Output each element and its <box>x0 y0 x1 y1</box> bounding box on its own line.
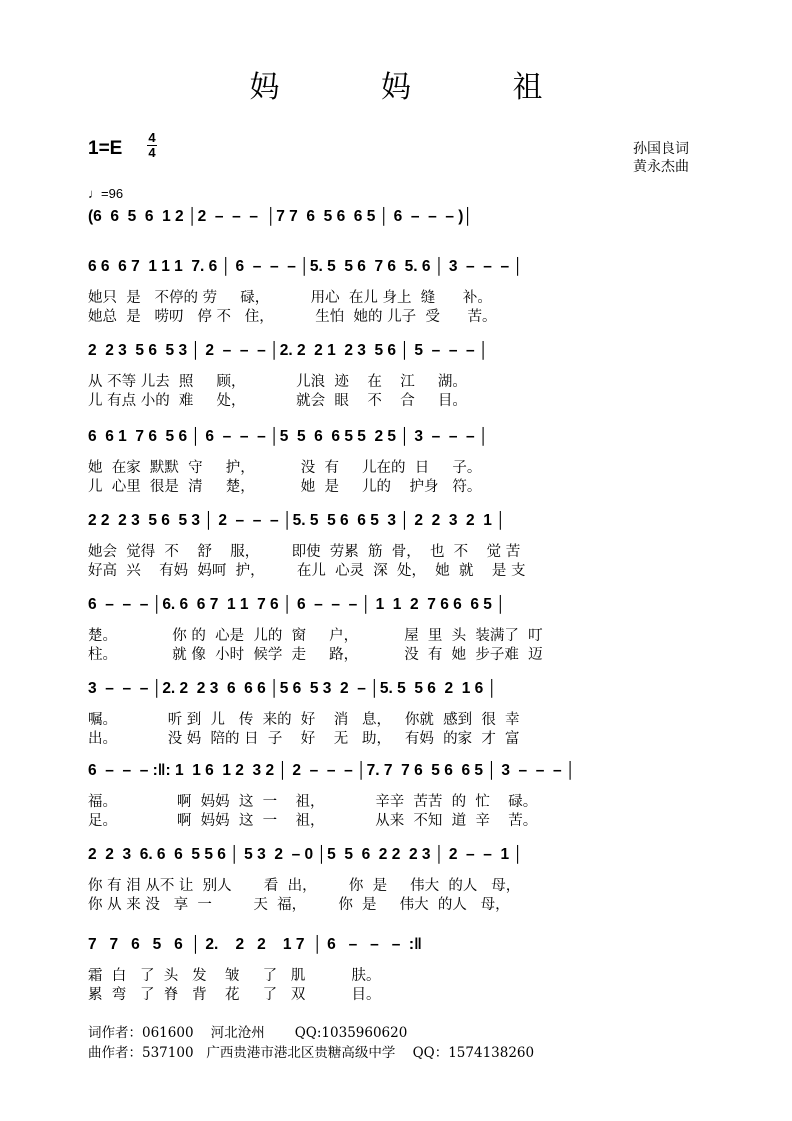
notation-line: 3 – – – │2. 2 2 3 6 6 6 │5 6 5 3 2 – │5. 5 5 6 2 1 6 │ <box>88 680 498 697</box>
lyric-verse-1: 你 有 泪 从不 让 别人 看 出， 你 是 伟大 的人 母， <box>88 878 521 894</box>
lyric-verse-1: 她会 觉得 不 舒 服， 即使 劳累 筋 骨， 也 不 觉 苦 <box>88 544 521 560</box>
lyric-verse-2: 好高 兴 有妈 妈呵 护， 在儿 心灵 深 处， 她 就 是 支 <box>88 563 526 579</box>
notation-line: (6 6 5 6 1 2 │2 – – – │7 7 6 5 6 6 5 │ 6 – – – )│ <box>88 208 474 225</box>
notation-line: 6 6 6 7 1 1 1 7. 6 │ 6 – – – │5. 5 5 6 7 6 5. 6 │ 3 – – – │ <box>88 258 524 275</box>
lyric-verse-1: 楚。 你 的 心是 儿的 窗 户， 屋 里 头 装满了 叮 <box>88 628 543 644</box>
time-sig-top: 4 <box>148 130 156 145</box>
lyric-verse-2: 累 弯 了 脊 背 花 了 双 目。 <box>88 987 381 1003</box>
footer-composer: 曲作者：537100 广西贵港市港北区贵糖高级中学 QQ：1574138260 <box>88 1045 535 1061</box>
tempo-mark: ♩=96 <box>88 186 124 201</box>
page-title: 妈 妈 祖 <box>249 70 589 105</box>
notation-line: 6 – – – :‖: 1 1 6 1 2 3 2 │ 2 – – – │7. 7 7 6 5 6 6 5 │ 3 – – – │ <box>88 762 576 779</box>
lyric-verse-2: 儿 心里 很是 清 楚， 她 是 儿的 护身 符。 <box>88 479 482 495</box>
lyric-verse-1: 福。 啊 妈妈 这 一 祖， 辛辛 苦苦 的 忙 碌。 <box>88 794 538 810</box>
lyric-verse-1: 嘱。 听 到 儿 传 来的 好 消 息， 你就 感到 很 幸 <box>88 712 520 728</box>
lyric-verse-1: 她 在家 默默 守 护， 没 有 儿在的 日 子。 <box>88 460 482 476</box>
lyric-verse-1: 霜 白 了 头 发 皱 了 肌 肤。 <box>88 968 381 984</box>
beam-lines <box>88 680 716 704</box>
composer: 黄永杰曲 <box>633 159 689 175</box>
beam-lines <box>88 512 716 536</box>
key-signature: 1=E <box>88 138 123 159</box>
beam-lines <box>88 762 716 786</box>
lyric-verse-1: 从 不等 儿去 照 顾， 儿浪 迹 在 江 湖。 <box>88 374 467 390</box>
notation-line: 2 2 3 5 6 5 3 │ 2 – – – │2. 2 2 1 2 3 5 6 │ 5 – – – │ <box>88 342 489 359</box>
lyric-verse-2: 儿 有点 小的 难 处， 就会 眼 不 合 目。 <box>88 393 467 409</box>
beam-lines <box>88 936 716 960</box>
lyric-verse-2: 出。 没 妈 陪的 日 子 好 无 助， 有妈 的家 才 富 <box>88 731 520 747</box>
notation-line: 2 2 3 6. 6 6 5 5 6 │ 5 3 2 – 0 │5 5 6 2 2 2 3 │ 2 – – 1 │ <box>88 846 524 863</box>
lyric-verse-2: 足。 啊 妈妈 这 一 祖， 从来 不知 道 辛 苦。 <box>88 813 538 829</box>
beam-lines <box>88 846 716 870</box>
notation-line: 6 6 1 7 6 5 6 │ 6 – – – │5 5 6 6 5 5 2 5 │ 3 – – – │ <box>88 428 489 445</box>
beam-lines <box>88 596 716 620</box>
beam-lines <box>88 208 716 232</box>
lyric-verse-2: 柱。 就 像 小时 候学 走 路， 没 有 她 步子难 迈 <box>88 647 543 663</box>
beam-lines <box>88 258 716 282</box>
lyric-verse-2: 你 从 来 没 享 一 天 福， 你 是 伟大 的人 母， <box>88 897 510 913</box>
notation-line: 2 2 2 3 5 6 5 3 │ 2 – – – │5. 5 5 6 6 5 3 │ 2 2 3 2 1 │ <box>88 512 506 529</box>
footer-lyricist: 词作者：061600 河北沧州 QQ:1035960620 <box>88 1025 408 1041</box>
beam-lines <box>88 428 716 452</box>
notation-line: 6 – – – │6. 6 6 7 1 1 7 6 │ 6 – – – │ 1 1 2 7 6 6 6 5 │ <box>88 596 506 613</box>
notation-line: 7 7 6 5 6 │ 2. 2 2 1 7 │ 6 – – – :‖ <box>88 936 422 953</box>
lyricist: 孙国良词 <box>633 141 689 157</box>
lyric-verse-2: 她总 是 唠叨 停 不 住， 生怕 她的 儿子 受 苦。 <box>88 309 497 325</box>
beam-lines <box>88 342 716 366</box>
time-sig-bottom: 4 <box>148 145 156 160</box>
time-signature <box>146 131 158 160</box>
lyric-verse-1: 她只 是 不停的 劳 碌， 用心 在儿 身上 缝 补。 <box>88 290 492 306</box>
